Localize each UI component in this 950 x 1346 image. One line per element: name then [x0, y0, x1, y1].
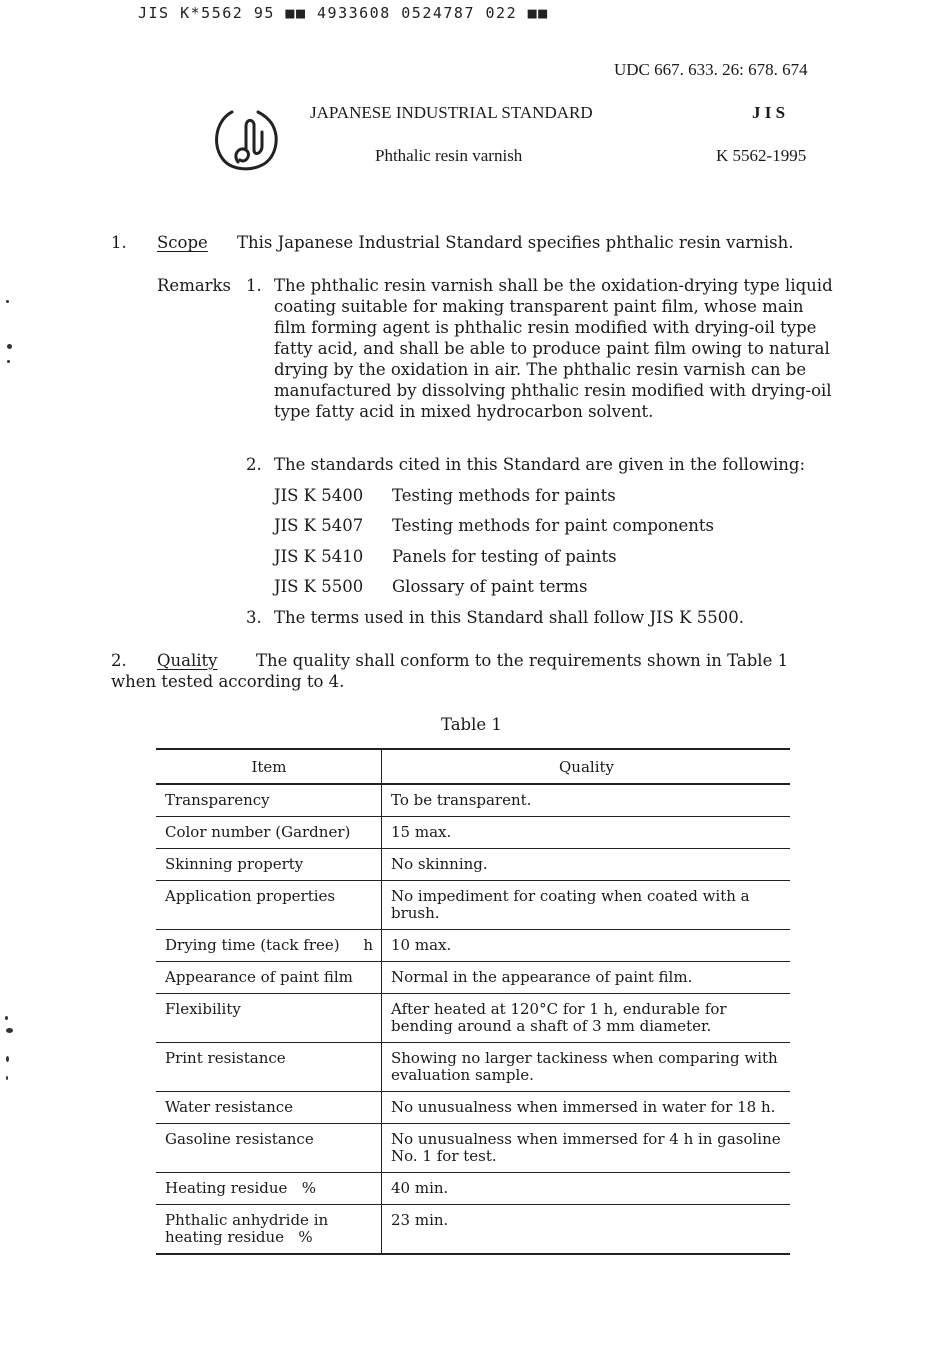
table-row: [156, 817, 790, 849]
cited-standard-code: JIS K 5400: [274, 486, 364, 505]
section1-number: 1.: [111, 233, 127, 252]
scan-speck: [6, 1076, 8, 1080]
table-row: [156, 1043, 790, 1092]
cited-standard-title: Testing methods for paint components: [392, 516, 714, 535]
scan-speck: [7, 360, 10, 363]
quality-cell: 10 max.: [382, 930, 791, 962]
item-cell: Application properties: [156, 881, 382, 930]
item-cell: Transparency: [156, 784, 382, 817]
quality-table: [156, 748, 790, 1255]
cited-standard-title: Glossary of paint terms: [392, 577, 588, 596]
quality-cell: Normal in the appearance of paint film.: [382, 962, 791, 994]
item-label: Phthalic anhydride in: [165, 1211, 329, 1229]
remarks-item-2-text: The standards cited in this Standard are given in the following:: [274, 455, 805, 474]
table-row: [156, 994, 790, 1043]
jis-label: J I S: [752, 103, 786, 122]
remarks-item-2-number: 2.: [246, 455, 262, 474]
table-header-row: [156, 749, 790, 784]
cited-standard-code: JIS K 5500: [274, 577, 364, 596]
section1-text: This Japanese Industrial Standard specifies phthalic resin varnish.: [237, 233, 794, 252]
cited-standard-code: JIS K 5407: [274, 516, 364, 535]
item-cell: Flexibility: [156, 994, 382, 1043]
remarks-item-1-text: The phthalic resin varnish shall be the oxidation-drying type liquid coating suitable for making transparent paint film, whose main film forming agent is phthalic resin modified with drying-oil type fatty acid, and shall be able to produce paint film owing to natural drying by the oxidation in air. The phthalic resin varnish can be manufactured by dissolving phthalic resin modified with drying-oil type fatty acid in mixed hydrocarbon solvent.: [274, 276, 833, 421]
item-cell: Appearance of paint film: [156, 962, 382, 994]
scan-speck: [6, 1056, 9, 1062]
table-row: [156, 784, 790, 817]
cited-standard-row: [274, 485, 616, 506]
quality-cell: After heated at 120°C for 1 h, endurable for bending around a shaft of 3 mm diameter.: [382, 994, 791, 1043]
item-unit: %: [301, 1179, 317, 1197]
remarks-item-3-number: 3.: [246, 608, 262, 627]
table-row: [156, 930, 790, 962]
quality-cell: No impediment for coating when coated with a brush.: [382, 881, 791, 930]
cited-standard-row: [274, 576, 587, 597]
quality-cell: 15 max.: [382, 817, 791, 849]
cited-standard-row: [274, 546, 617, 567]
cited-standard-code: JIS K 5410: [274, 547, 364, 566]
table-row: [156, 1124, 790, 1173]
section2-title: Quality: [157, 651, 218, 670]
section1-title: Scope: [157, 233, 208, 252]
item-cell: Skinning property: [156, 849, 382, 881]
remarks-item-3-text: The terms used in this Standard shall follow JIS K 5500.: [274, 608, 744, 627]
item-cell: Color number (Gardner): [156, 817, 382, 849]
item-cell: [156, 1205, 382, 1255]
table-row: [156, 1092, 790, 1124]
jis-mark-logo: [210, 104, 280, 174]
standard-code: K 5562-1995: [716, 146, 807, 165]
item-label-line2: heating residue: [165, 1228, 285, 1246]
quality-cell: No unusualness when immersed in water for 18 h.: [382, 1092, 791, 1124]
item-label: Heating residue: [165, 1179, 288, 1197]
column-header-item: Item: [156, 749, 382, 784]
section2-text: The quality shall conform to the requirements shown in Table 1: [256, 651, 789, 670]
scan-speck: [6, 1028, 13, 1033]
section2-text-continued: when tested according to 4.: [111, 672, 345, 691]
item-cell: Print resistance: [156, 1043, 382, 1092]
item-unit: h: [363, 936, 373, 954]
item-cell: Gasoline resistance: [156, 1124, 382, 1173]
column-header-quality: Quality: [382, 749, 791, 784]
scan-header: JIS K*5562 95 ■■ 4933608 0524787 022 ■■: [138, 4, 549, 22]
table-row: [156, 962, 790, 994]
table-row: [156, 849, 790, 881]
quality-cell: No unusualness when immersed for 4 h in gasoline No. 1 for test.: [382, 1124, 791, 1173]
scan-speck: [5, 1016, 8, 1020]
item-cell: [156, 1173, 382, 1205]
table-row: [156, 1205, 790, 1255]
table-row: [156, 1173, 790, 1205]
document-title: Phthalic resin varnish: [375, 146, 523, 165]
quality-cell: Showing no larger tackiness when comparing with evaluation sample.: [382, 1043, 791, 1092]
scan-speck: [7, 344, 12, 349]
quality-cell: No skinning.: [382, 849, 791, 881]
quality-cell: 40 min.: [382, 1173, 791, 1205]
standard-name: JAPANESE INDUSTRIAL STANDARD: [310, 103, 593, 122]
section2-number: 2.: [111, 651, 127, 670]
item-cell: Water resistance: [156, 1092, 382, 1124]
quality-cell: To be transparent.: [382, 784, 791, 817]
cited-standard-title: Testing methods for paints: [392, 486, 616, 505]
cited-standard-row: [274, 515, 714, 536]
item-label: Drying time (tack free): [165, 936, 340, 954]
remarks-item-1-number: 1.: [246, 276, 262, 295]
quality-cell: 23 min.: [382, 1205, 791, 1255]
table-caption: Table 1: [441, 715, 502, 734]
item-cell: [156, 930, 382, 962]
remarks-label: Remarks: [157, 276, 232, 295]
scan-speck: [6, 300, 9, 303]
udc-number: UDC 667. 633. 26: 678. 674: [614, 60, 808, 79]
table-row: [156, 881, 790, 930]
cited-standard-title: Panels for testing of paints: [392, 547, 617, 566]
item-unit: %: [298, 1228, 313, 1246]
